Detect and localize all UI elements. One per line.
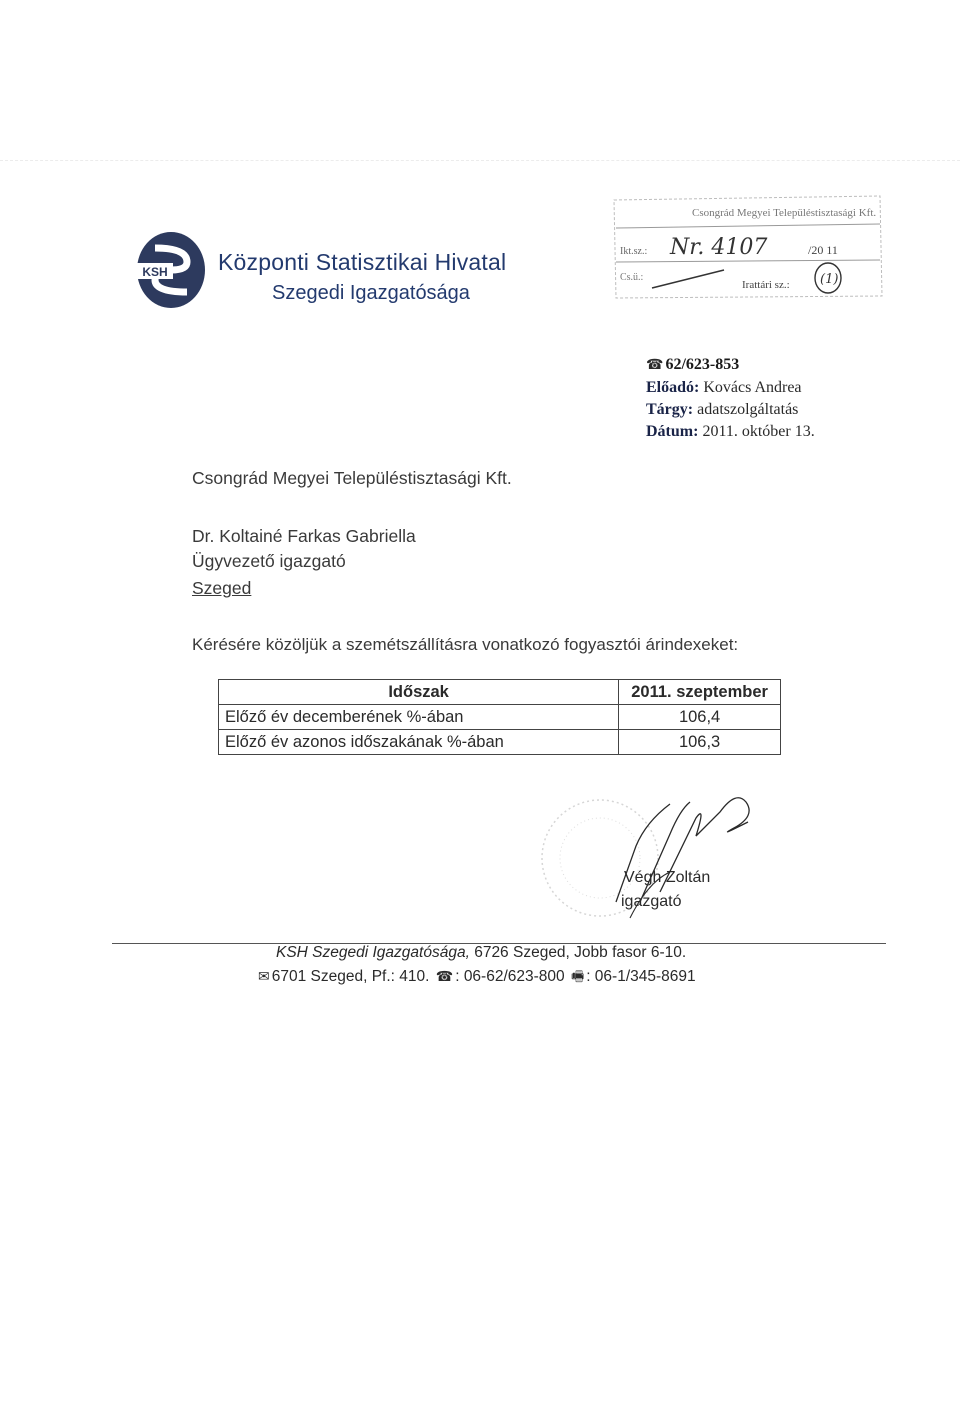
footer-phone: : 06-62/623-800 <box>455 968 565 985</box>
footer-fax: : 06-1/345-8691 <box>586 968 696 985</box>
meta-eloado-label: Előadó: <box>646 379 700 396</box>
telephone-icon: ☎ <box>646 358 664 373</box>
addressee-person: Dr. Koltainé Farkas Gabriella <box>192 526 416 546</box>
addressee-company: Csongrád Megyei Településtisztasági Kft. <box>192 468 512 488</box>
stamp-year: /20 11 <box>808 243 838 257</box>
table-header-month: 2011. szeptember <box>619 680 781 705</box>
meta-eloado-line <box>646 377 815 399</box>
stamp-header: Csongrád Megyei Településtisztasági Kft. <box>692 207 877 219</box>
table-cell-value: 106,3 <box>619 730 781 755</box>
envelope-icon: ✉ <box>258 968 270 984</box>
table-header-row <box>219 680 781 705</box>
meta-phone-line <box>646 354 815 377</box>
table-cell-label: Előző év decemberének %-ában <box>219 705 619 730</box>
addressee-city: Szeged <box>192 578 252 598</box>
telephone-icon: ☎ <box>435 968 454 984</box>
letter-meta <box>646 354 815 443</box>
meta-targy-label: Tárgy: <box>646 401 694 418</box>
org-name: Központi Statisztikai Hivatal <box>218 249 507 275</box>
footer-postal: 6701 Szeged, Pf.: 410. <box>271 968 430 985</box>
logo-text: KSH <box>142 265 168 279</box>
meta-datum-line <box>646 421 815 443</box>
meta-datum-label: Dátum: <box>646 423 699 440</box>
stamp-reg-value: Nr. 4107 <box>670 235 768 260</box>
footer-org: KSH Szegedi Igazgatósága, <box>276 944 470 961</box>
footer-contacts <box>256 966 696 990</box>
org-subtitle: Szegedi Igazgatósága <box>272 282 470 304</box>
meta-targy-value: adatszolgáltatás <box>697 401 799 418</box>
signer-name: Végh Zoltán <box>624 869 711 886</box>
table-cell-value: 106,4 <box>619 705 781 730</box>
footer-street: 6726 Szeged, Jobb fasor 6-10. <box>469 944 687 961</box>
table-cell-label: Előző év azonos időszakának %-ában <box>219 730 619 755</box>
meta-eloado-value: Kovács Andrea <box>703 379 802 396</box>
addressee-role: Ügyvezető igazgató <box>192 551 346 571</box>
body-text: Kérésére közöljük a szemétszállításra vonatkozó fogyasztói árindexeket: <box>192 635 739 654</box>
meta-datum-value: 2011. október 13. <box>702 423 815 440</box>
table-header-period: Időszak <box>219 680 619 705</box>
ksh-logo <box>135 230 207 310</box>
stamp-cs-label: Cs.ü.: <box>620 272 644 283</box>
footer-address <box>276 944 686 962</box>
signer-title: igazgató <box>621 893 682 910</box>
meta-phone: 62/623-853 <box>665 356 740 373</box>
registry-stamp <box>612 188 884 300</box>
meta-targy-line <box>646 399 815 421</box>
stamp-reg-label: Ikt.sz.: <box>620 246 648 257</box>
table-row <box>219 730 781 755</box>
stamp-archive-label: Irattári sz.: <box>742 279 790 291</box>
fax-icon: 🖷 <box>570 968 585 984</box>
scan-artifact-line <box>0 160 960 161</box>
table-row <box>219 705 781 730</box>
stamp-archive-value: (1) <box>820 272 839 287</box>
price-index-table <box>218 679 781 755</box>
